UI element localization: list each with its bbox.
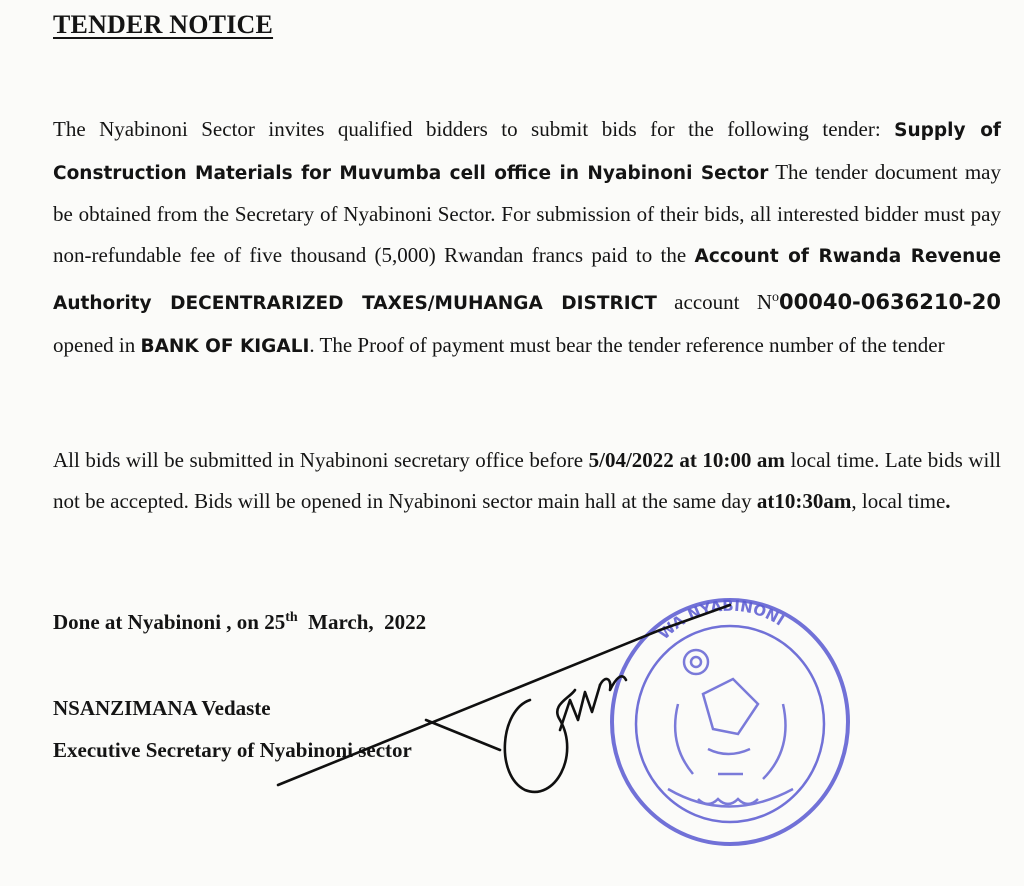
date-superscript: th bbox=[285, 610, 298, 625]
paragraph-text: . The Proof of payment must bear the tender reference number of the tender bbox=[309, 332, 945, 357]
account-holder: Account of Rwanda Revenue Authority DECENTRARIZED TAXES/MUHANGA DISTRICT bbox=[53, 246, 1001, 314]
bank-name: BANK OF KIGALI bbox=[140, 335, 310, 357]
page-title: TENDER NOTICE bbox=[53, 10, 274, 39]
number-sign-superscript: o bbox=[772, 289, 779, 305]
account-number: 00040-0636210-20 bbox=[779, 289, 1001, 314]
opening-time: at10:30am bbox=[756, 488, 852, 513]
done-at-text: Done at Nyabinoni , on 25 bbox=[53, 610, 286, 634]
deadline-datetime: 5/04/2022 at 10:00 am bbox=[588, 448, 785, 472]
paragraph-text: opened in bbox=[53, 332, 141, 357]
signatory-role: Executive Secretary of Nyabinoni sector bbox=[53, 738, 412, 762]
tender-paragraph bbox=[53, 109, 1001, 367]
stamp-prefix: WA bbox=[654, 611, 689, 644]
paragraph-text: The tender document may be obtained from the Secretary of Nyabinoni Sector. For submission of their bids, all interested bidder must pay non-refundable fee of five thousand (5,000) Rwandan francs paid to the bbox=[53, 159, 1001, 268]
paragraph-text: account N bbox=[656, 289, 772, 314]
paragraph-text: local time. Late bids will not be accepted. Bids will be opened in Nyabinoni sector main hall at the same day bbox=[53, 448, 1002, 513]
paragraph-text: All bids will be submitted in Nyabinoni secretary office before bbox=[53, 448, 589, 472]
submission-paragraph bbox=[53, 440, 1001, 521]
paragraph-end: . bbox=[945, 488, 951, 513]
paragraph-text: , local time bbox=[851, 488, 946, 513]
signatory-name: NSANZIMANA Vedaste bbox=[53, 696, 271, 720]
tender-subject: Supply of Construction Materials for Muvumba cell office in Nyabinoni Sector bbox=[53, 120, 1001, 184]
done-date-text: March, 2022 bbox=[297, 610, 427, 634]
stamp-text: NYABINONI bbox=[684, 596, 788, 630]
paragraph-text: The Nyabinoni Sector invites qualified bidders to submit bids for the following tender: bbox=[53, 117, 895, 141]
handwritten-signature bbox=[260, 580, 780, 810]
